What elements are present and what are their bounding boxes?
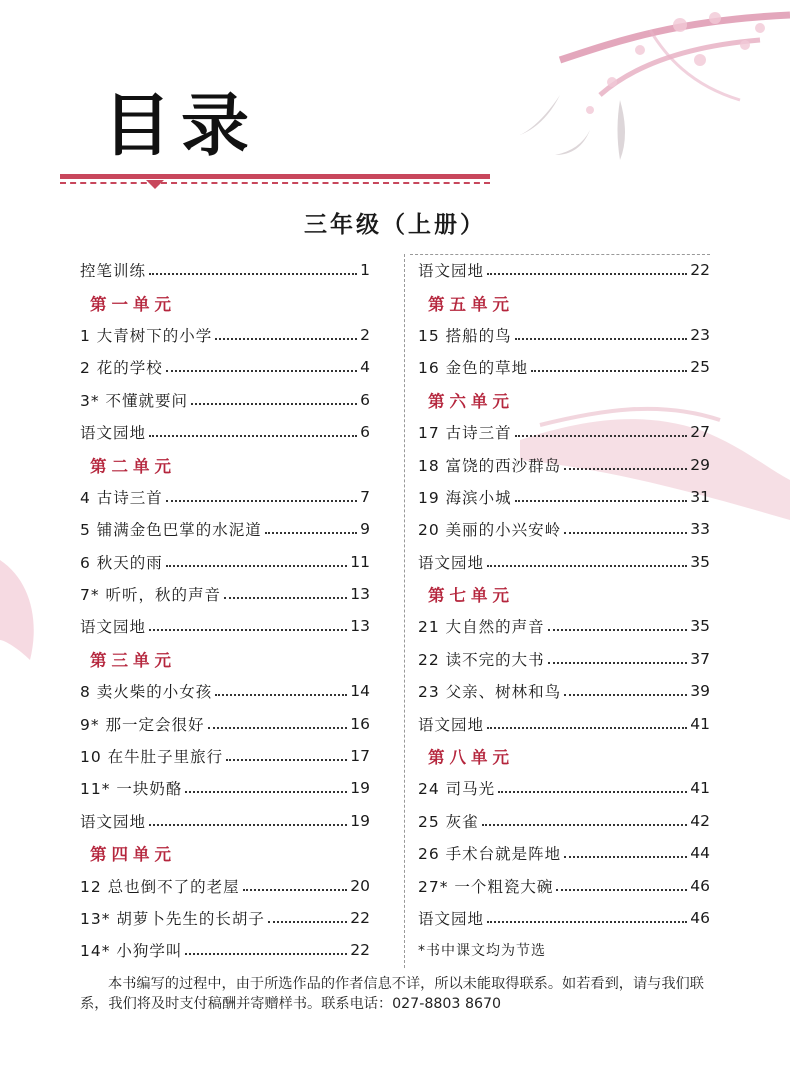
toc-entry[interactable] — [418, 254, 710, 286]
toc-entry[interactable] — [418, 513, 710, 545]
toc-entry[interactable] — [418, 869, 710, 901]
grade-heading: 三年级（上册） — [304, 211, 486, 238]
toc-label: 16 金色的草地 — [418, 359, 529, 378]
title-underline-dashed — [60, 182, 490, 184]
toc-label: 第五单元 — [428, 294, 514, 314]
toc-page-number: 35 — [690, 552, 710, 571]
toc-page-number: 35 — [690, 617, 710, 636]
toc-leader-dots — [149, 273, 357, 275]
toc-entry[interactable] — [80, 319, 370, 351]
toc-entry[interactable] — [80, 254, 370, 286]
toc-label: 语文园地 — [418, 910, 485, 928]
toc-unit-heading — [80, 286, 370, 318]
toc-label: 9* 那一定会很好 — [80, 715, 205, 734]
toc-leader-dots — [265, 532, 357, 534]
toc-entry[interactable] — [418, 643, 710, 675]
toc-leader-dots — [515, 338, 688, 340]
toc-entry[interactable] — [418, 675, 710, 707]
toc-entry[interactable] — [80, 772, 370, 804]
toc-label: 控笔训练 — [80, 262, 147, 281]
toc-leader-dots — [149, 629, 347, 631]
toc-unit-heading — [80, 448, 370, 480]
toc-label: 8 卖火柴的小女孩 — [80, 683, 213, 702]
toc-leader-dots — [564, 856, 687, 858]
toc-page-number: 44 — [690, 844, 710, 863]
toc-leader-dots — [487, 565, 687, 567]
toc-page-number: 31 — [690, 487, 710, 506]
toc-label: 2 花的学校 — [80, 359, 163, 378]
toc-leader-dots — [208, 727, 348, 729]
toc-page-number: 17 — [350, 747, 370, 766]
toc-label: 第一单元 — [90, 294, 176, 314]
toc-leader-dots — [149, 824, 347, 826]
toc-entry[interactable] — [80, 384, 370, 416]
toc-label: 22 读不完的大书 — [418, 650, 545, 669]
toc-leader-dots — [185, 791, 347, 793]
toc-leader-dots — [564, 694, 687, 696]
toc-label: 第八单元 — [428, 748, 514, 768]
toc-leader-dots — [166, 370, 357, 372]
toc-label: 第二单元 — [90, 456, 176, 476]
toc-leader-dots — [243, 889, 348, 891]
toc-leader-dots — [185, 953, 347, 955]
toc-leader-dots — [224, 597, 347, 599]
toc-label: 20 美丽的小兴安岭 — [418, 521, 562, 540]
toc-label: 1 大青树下的小学 — [80, 326, 213, 345]
toc-entry[interactable] — [80, 351, 370, 383]
toc-entry[interactable] — [80, 869, 370, 901]
toc-page-number: 19 — [350, 779, 370, 798]
toc-leader-dots — [548, 662, 688, 664]
toc-label: 14* 小狗学叫 — [80, 942, 183, 961]
toc-unit-heading — [418, 578, 710, 610]
toc-label: 10 在牛肚子里旅行 — [80, 748, 224, 767]
toc-label: 24 司马光 — [418, 780, 496, 799]
page-title: 目录 — [103, 86, 260, 166]
toc-page-number: 2 — [360, 325, 370, 344]
toc-page-number: 14 — [350, 682, 370, 701]
toc-page-number: 29 — [690, 455, 710, 474]
toc-label: 13* 胡萝卜先生的长胡子 — [80, 910, 265, 928]
toc-label: 18 富饶的西沙群岛 — [418, 456, 562, 475]
toc-leader-dots — [268, 921, 347, 923]
toc-leader-dots — [515, 500, 688, 502]
toc-label: 语文园地 — [80, 424, 147, 443]
toc-entry[interactable] — [418, 448, 710, 480]
toc-page-number: 11 — [350, 552, 370, 571]
toc-label: 第七单元 — [428, 586, 514, 606]
toc-entry[interactable] — [418, 351, 710, 383]
toc-entry[interactable] — [80, 707, 370, 739]
toc-page-number: 41 — [690, 714, 710, 733]
toc-entry[interactable] — [80, 481, 370, 513]
toc-leader-dots — [226, 759, 347, 761]
toc-page-number: 46 — [690, 876, 710, 895]
toc-label: 语文园地 — [418, 553, 485, 572]
toc-leader-dots — [531, 370, 687, 372]
toc-page-number: 39 — [690, 682, 710, 701]
toc-label: 语文园地 — [80, 618, 147, 637]
title-underline-solid — [60, 174, 490, 179]
toc-leader-dots — [166, 565, 347, 567]
toc-page-number: 6 — [360, 390, 370, 409]
toc-label: 第六单元 — [428, 391, 514, 411]
toc-entry[interactable] — [80, 546, 370, 578]
toc-page-number: 4 — [360, 358, 370, 377]
toc-page-number: 16 — [350, 714, 370, 733]
toc-label: 12 总也倒不了的老屋 — [80, 877, 240, 896]
toc-label: 19 海滨小城 — [418, 488, 512, 507]
toc-unit-heading — [418, 286, 710, 318]
toc-unit-heading — [80, 837, 370, 869]
toc-page-number: 19 — [350, 811, 370, 830]
toc-label: 语文园地 — [418, 715, 485, 734]
toc-page-number: 22 — [350, 941, 370, 960]
toc-page-number: 27 — [690, 423, 710, 442]
toc-label: 15 搭船的鸟 — [418, 326, 512, 345]
toc-leader-dots — [556, 889, 687, 891]
toc-page-number: 33 — [690, 520, 710, 539]
toc-label: 27* 一个粗瓷大碗 — [418, 877, 554, 896]
toc-label: *书中课文均为节选 — [418, 943, 546, 960]
toc-label: 6 秋天的雨 — [80, 553, 163, 572]
toc-leader-dots — [515, 435, 688, 437]
toc-entry[interactable] — [80, 902, 370, 934]
toc-label: 11* 一块奶酪 — [80, 780, 183, 799]
toc-leader-dots — [564, 532, 687, 534]
footer-notice: 本书编写的过程中，由于所选作品的作者信息不详，所以未能取得联系。如若看到，请与我们联系，我们将及时支付稿酬并寄赠样书。联系电话：027-8803 8670 — [80, 976, 704, 1012]
toc-leader-dots — [191, 403, 357, 405]
toc-label: 21 大自然的声音 — [418, 618, 545, 637]
toc-page-number: 9 — [360, 520, 370, 539]
toc-label: 语文园地 — [418, 262, 485, 281]
toc-label: 语文园地 — [80, 812, 147, 831]
toc-page-number: 25 — [690, 358, 710, 377]
toc-label: 17 古诗三首 — [418, 424, 512, 443]
toc-leader-dots — [498, 791, 687, 793]
toc-page-number: 37 — [690, 649, 710, 668]
toc-leader-dots — [564, 468, 687, 470]
toc-page-number: 7 — [360, 487, 370, 506]
toc-page-number: 22 — [350, 909, 370, 927]
toc-leader-dots — [487, 921, 687, 923]
toc-entry[interactable] — [80, 513, 370, 545]
toc-page-number: 42 — [690, 811, 710, 830]
toc-entry[interactable] — [80, 610, 370, 642]
toc-leader-dots — [166, 500, 357, 502]
toc-entry[interactable] — [80, 934, 370, 966]
toc-leader-dots — [487, 727, 687, 729]
toc-entry[interactable] — [80, 416, 370, 448]
toc-unit-heading — [418, 740, 710, 772]
toc-entry[interactable] — [418, 805, 710, 837]
toc-leader-dots — [149, 435, 357, 437]
toc-label: 3* 不懂就要问 — [80, 391, 189, 410]
toc-label: 7* 听听，秋的声音 — [80, 586, 222, 605]
toc-page-number: 13 — [350, 617, 370, 636]
toc-entry[interactable] — [418, 902, 710, 934]
toc-entry[interactable] — [80, 578, 370, 610]
toc-column-divider — [404, 254, 405, 968]
toc-entry[interactable] — [418, 707, 710, 739]
toc-page-number: 46 — [690, 909, 710, 927]
toc-page-number: 23 — [690, 325, 710, 344]
toc-page-number: 1 — [360, 261, 370, 280]
toc-entry[interactable] — [418, 481, 710, 513]
title-underline-arrow-icon — [146, 180, 164, 189]
toc-label: 26 手术台就是阵地 — [418, 845, 562, 864]
toc-entry[interactable] — [80, 740, 370, 772]
toc-label: 23 父亲、树林和鸟 — [418, 683, 562, 702]
toc-right-column — [418, 254, 710, 967]
toc-label: 4 古诗三首 — [80, 488, 163, 507]
toc-entry[interactable] — [418, 319, 710, 351]
toc-entry[interactable] — [418, 772, 710, 804]
toc-entry[interactable] — [418, 610, 710, 642]
toc-page-number: 13 — [350, 585, 370, 604]
toc-note — [418, 934, 710, 966]
toc-entry[interactable] — [418, 416, 710, 448]
toc-unit-heading — [418, 384, 710, 416]
toc-leader-dots — [487, 273, 687, 275]
toc-leader-dots — [548, 629, 688, 631]
toc-leader-dots — [482, 824, 688, 826]
toc-label: 5 铺满金色巴掌的水泥道 — [80, 521, 262, 540]
toc-entry[interactable] — [80, 675, 370, 707]
toc-entry[interactable] — [418, 546, 710, 578]
toc-leader-dots — [215, 694, 347, 696]
toc-leader-dots — [215, 338, 357, 340]
toc-page-number: 6 — [360, 423, 370, 442]
toc-page-number: 22 — [690, 261, 710, 280]
toc-label: 第三单元 — [90, 650, 176, 670]
toc-left-column — [80, 254, 370, 967]
toc-label: 25 灰雀 — [418, 812, 479, 831]
toc-page-number: 41 — [690, 779, 710, 798]
toc-page-number: 20 — [350, 876, 370, 895]
toc-entry[interactable] — [418, 837, 710, 869]
toc-entry[interactable] — [80, 805, 370, 837]
toc-unit-heading — [80, 643, 370, 675]
toc-label: 第四单元 — [90, 845, 176, 865]
